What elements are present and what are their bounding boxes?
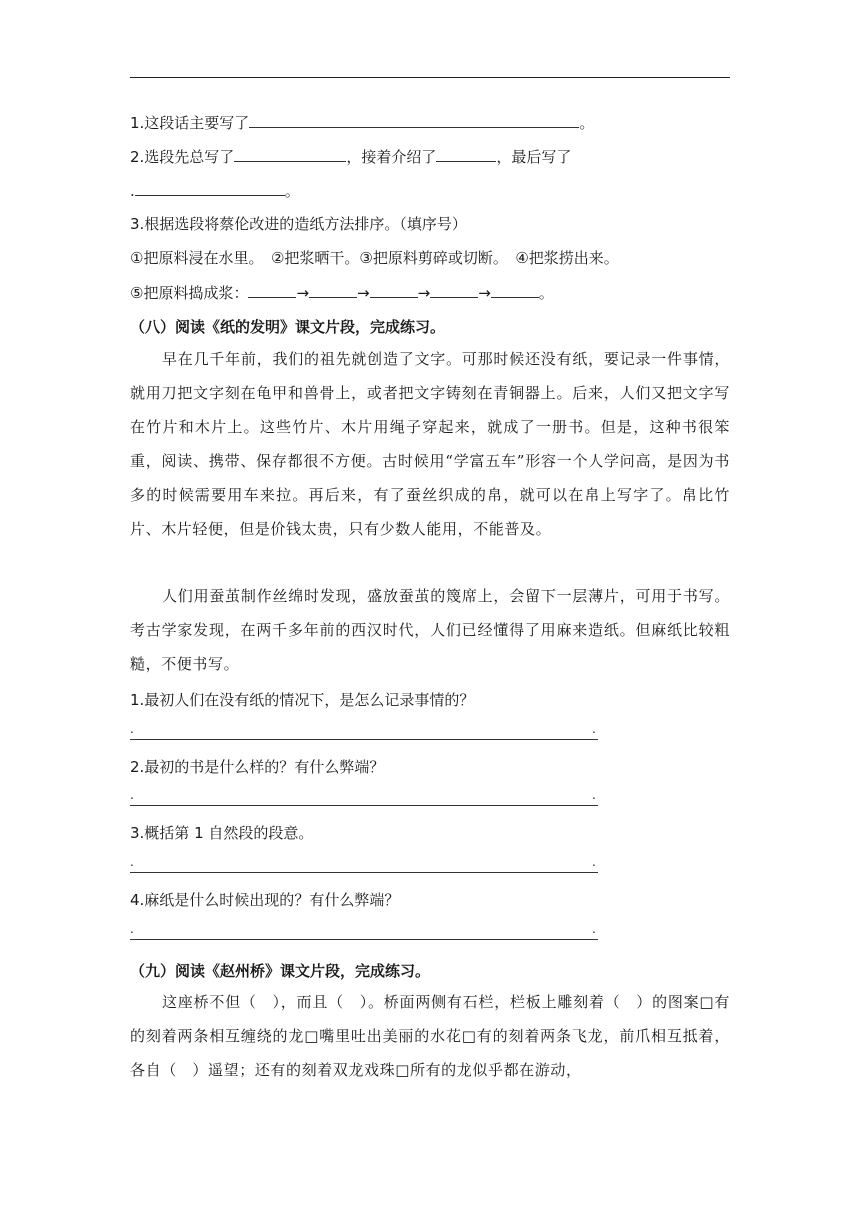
sort-answer-row: ⑤把原料捣成浆： → → → → 。 [130,284,554,302]
passage-paragraph-1: 早在几千年前，我们的祖先就创造了文字。可那时候还没有纸，要记录一件事情，就用刀把文字刻在龟甲和兽骨上，或者把文字铸刻在青铜器上。后来，人们又把文字写在竹片和木片上。这些竹片、木片用绳子穿起来，就成了一册书。但是，这种书很笨重，阅读、携带、保存都很不方便。古时候用“学富五车”形容一个人学问高，是因为书多的时候需要用车来拉。再后来，有了蚕丝织成的帛，就可以在帛上写字了。帛比竹片、木片轻便，但是价钱太贵，只有少数人能用，不能普及。 [130,350,730,538]
section-9-heading: （九）阅读《赵州桥》课文片段，完成练习。 [130,962,431,980]
sort-options: ①把原料浸在水里。 ②把浆晒干。③把原料剪碎或切断。 ④把浆捞出来。 [130,249,619,267]
question-3: 3.根据选段将蔡伦改进的造纸方法排序。（填序号） [130,215,467,233]
question-8-3: 3.概括第 1 自然段的段意。 [130,824,314,842]
answer-blank[interactable] [249,113,579,128]
question-2: 2.选段先总写了 ，接着介绍了 ，最后写了 [130,148,572,166]
answer-dot: . [592,922,596,936]
answer-dot: . [592,788,596,802]
answer-dot: . [592,722,596,736]
answer-blank[interactable] [135,181,285,196]
answer-line[interactable] [130,938,598,940]
answer-dot: . [130,922,134,936]
answer-dot: . [130,722,134,736]
answer-blank[interactable] [436,147,496,162]
question-8-4: 4.麻纸是什么时候出现的？有什么弊端？ [130,891,400,909]
section-8-heading: （八）阅读《纸的发明》课文片段，完成练习。 [130,318,446,336]
answer-line[interactable] [130,871,598,873]
passage-zhaozhou-bridge: 这座桥不但（ ），而且（ ）。桥面两侧有石栏，栏板上雕刻着（ ）的图案□有的刻着两条相互缠绕的龙□嘴里吐出美丽的水花□有的刻着两条飞龙，前爪相互抵着，各自（ ）遥望；还有的刻着双龙戏珠□所有的龙似乎都在游动， [130,993,730,1079]
answer-line[interactable] [130,804,598,806]
answer-blank[interactable] [370,283,418,298]
answer-line[interactable] [130,738,598,740]
answer-dot: . [592,855,596,869]
question-8-1: 1.最初人们在没有纸的情况下，是怎么记录事情的？ [130,691,475,709]
answer-blank[interactable] [309,283,357,298]
question-8-2: 2.最初的书是什么样的？有什么弊端？ [130,758,385,776]
question-1: 1.这段话主要写了 。 [130,114,595,132]
answer-dot: . [130,788,134,802]
top-rule [130,77,730,78]
answer-blank[interactable] [248,283,296,298]
answer-blank[interactable] [234,147,346,162]
answer-dot: . [130,855,134,869]
question-2-continued: . 。 [130,182,300,200]
answer-blank[interactable] [491,283,539,298]
answer-blank[interactable] [430,283,478,298]
passage-paragraph-2: 人们用蚕茧制作丝绵时发现，盛放蚕茧的篾席上，会留下一层薄片，可用于书写。考古学家发现，在两千多年前的西汉时代，人们已经懂得了用麻来造纸。但麻纸比较粗糙，不便书写。 [130,587,730,673]
